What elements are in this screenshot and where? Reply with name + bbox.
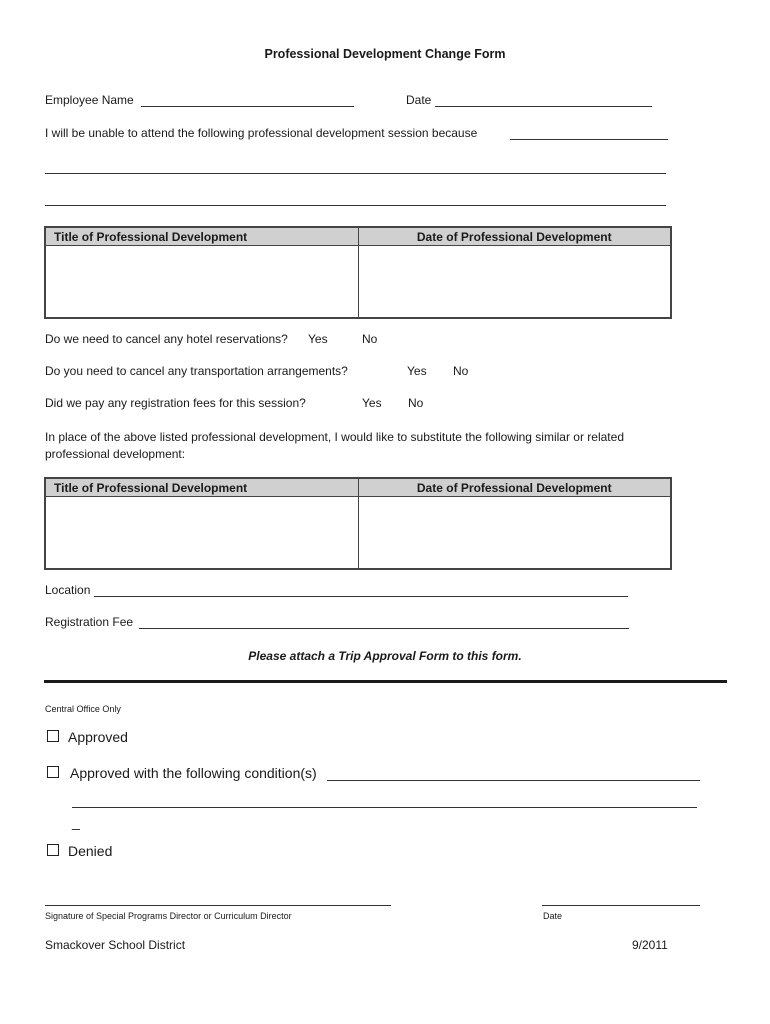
hotel-yes-option[interactable]: Yes <box>308 332 328 346</box>
denied-checkbox[interactable] <box>47 844 59 856</box>
district-name: Smackover School District <box>45 938 186 952</box>
transport-yes-option[interactable]: Yes <box>407 364 427 378</box>
table-header-date: Date of Professional Development <box>358 478 671 497</box>
pd-title-cell[interactable] <box>45 246 358 319</box>
employee-name-label: Employee Name <box>45 93 134 107</box>
pd-date-cell[interactable] <box>358 246 671 319</box>
hotel-question: Do we need to cancel any hotel reservations? <box>45 332 288 346</box>
reason-field-line-3[interactable] <box>45 205 666 206</box>
date-field[interactable] <box>435 106 652 107</box>
location-label: Location <box>45 583 91 597</box>
registration-fee-field[interactable] <box>139 628 629 629</box>
date-label: Date <box>406 93 432 107</box>
substitute-pd-table <box>44 477 672 570</box>
fees-question: Did we pay any registration fees for this session? <box>45 396 306 410</box>
approved-conditions-label: Approved with the following condition(s) <box>70 765 317 781</box>
cancelled-pd-table <box>44 226 672 319</box>
signature-field[interactable] <box>45 905 391 906</box>
pd-title-cell[interactable] <box>45 497 358 570</box>
revision-date: 9/2011 <box>632 938 668 952</box>
reason-field-line-2[interactable] <box>45 173 666 174</box>
conditions-field[interactable] <box>327 780 700 781</box>
location-field[interactable] <box>94 596 628 597</box>
registration-fee-label: Registration Fee <box>45 615 134 629</box>
central-office-label: Central Office Only <box>45 704 121 714</box>
transport-question: Do you need to cancel any transportation arrangements? <box>45 364 348 378</box>
substitute-statement-line-1: In place of the above listed professional development, I would like to substitute the following similar or related <box>45 430 624 444</box>
employee-name-field[interactable] <box>141 106 354 107</box>
fees-no-option[interactable]: No <box>408 396 424 410</box>
table-header-title: Title of Professional Development <box>45 478 358 497</box>
denied-label: Denied <box>68 843 113 859</box>
transport-no-option[interactable]: No <box>453 364 469 378</box>
signature-date-label: Date <box>543 911 563 921</box>
attach-note: Please attach a Trip Approval Form to this form. <box>248 649 522 663</box>
conditions-field-line-2[interactable] <box>72 807 697 808</box>
signature-label: Signature of Special Programs Director or Curriculum Director <box>45 911 292 921</box>
fees-yes-option[interactable]: Yes <box>362 396 382 410</box>
unable-statement: I will be unable to attend the following professional development session because <box>45 126 478 140</box>
signature-date-field[interactable] <box>542 905 700 906</box>
hotel-no-option[interactable]: No <box>362 332 378 346</box>
form-title: Professional Development Change Form <box>264 47 506 61</box>
table-header-title: Title of Professional Development <box>45 227 358 246</box>
section-divider <box>44 680 727 683</box>
approved-checkbox[interactable] <box>47 730 59 742</box>
conditions-continuation: _ <box>72 814 80 830</box>
reason-field[interactable] <box>510 139 668 140</box>
pd-date-cell[interactable] <box>358 497 671 570</box>
approved-label: Approved <box>68 729 128 745</box>
substitute-statement-line-2: professional development: <box>45 447 186 461</box>
table-header-date: Date of Professional Development <box>358 227 671 246</box>
approved-conditions-checkbox[interactable] <box>47 766 59 778</box>
